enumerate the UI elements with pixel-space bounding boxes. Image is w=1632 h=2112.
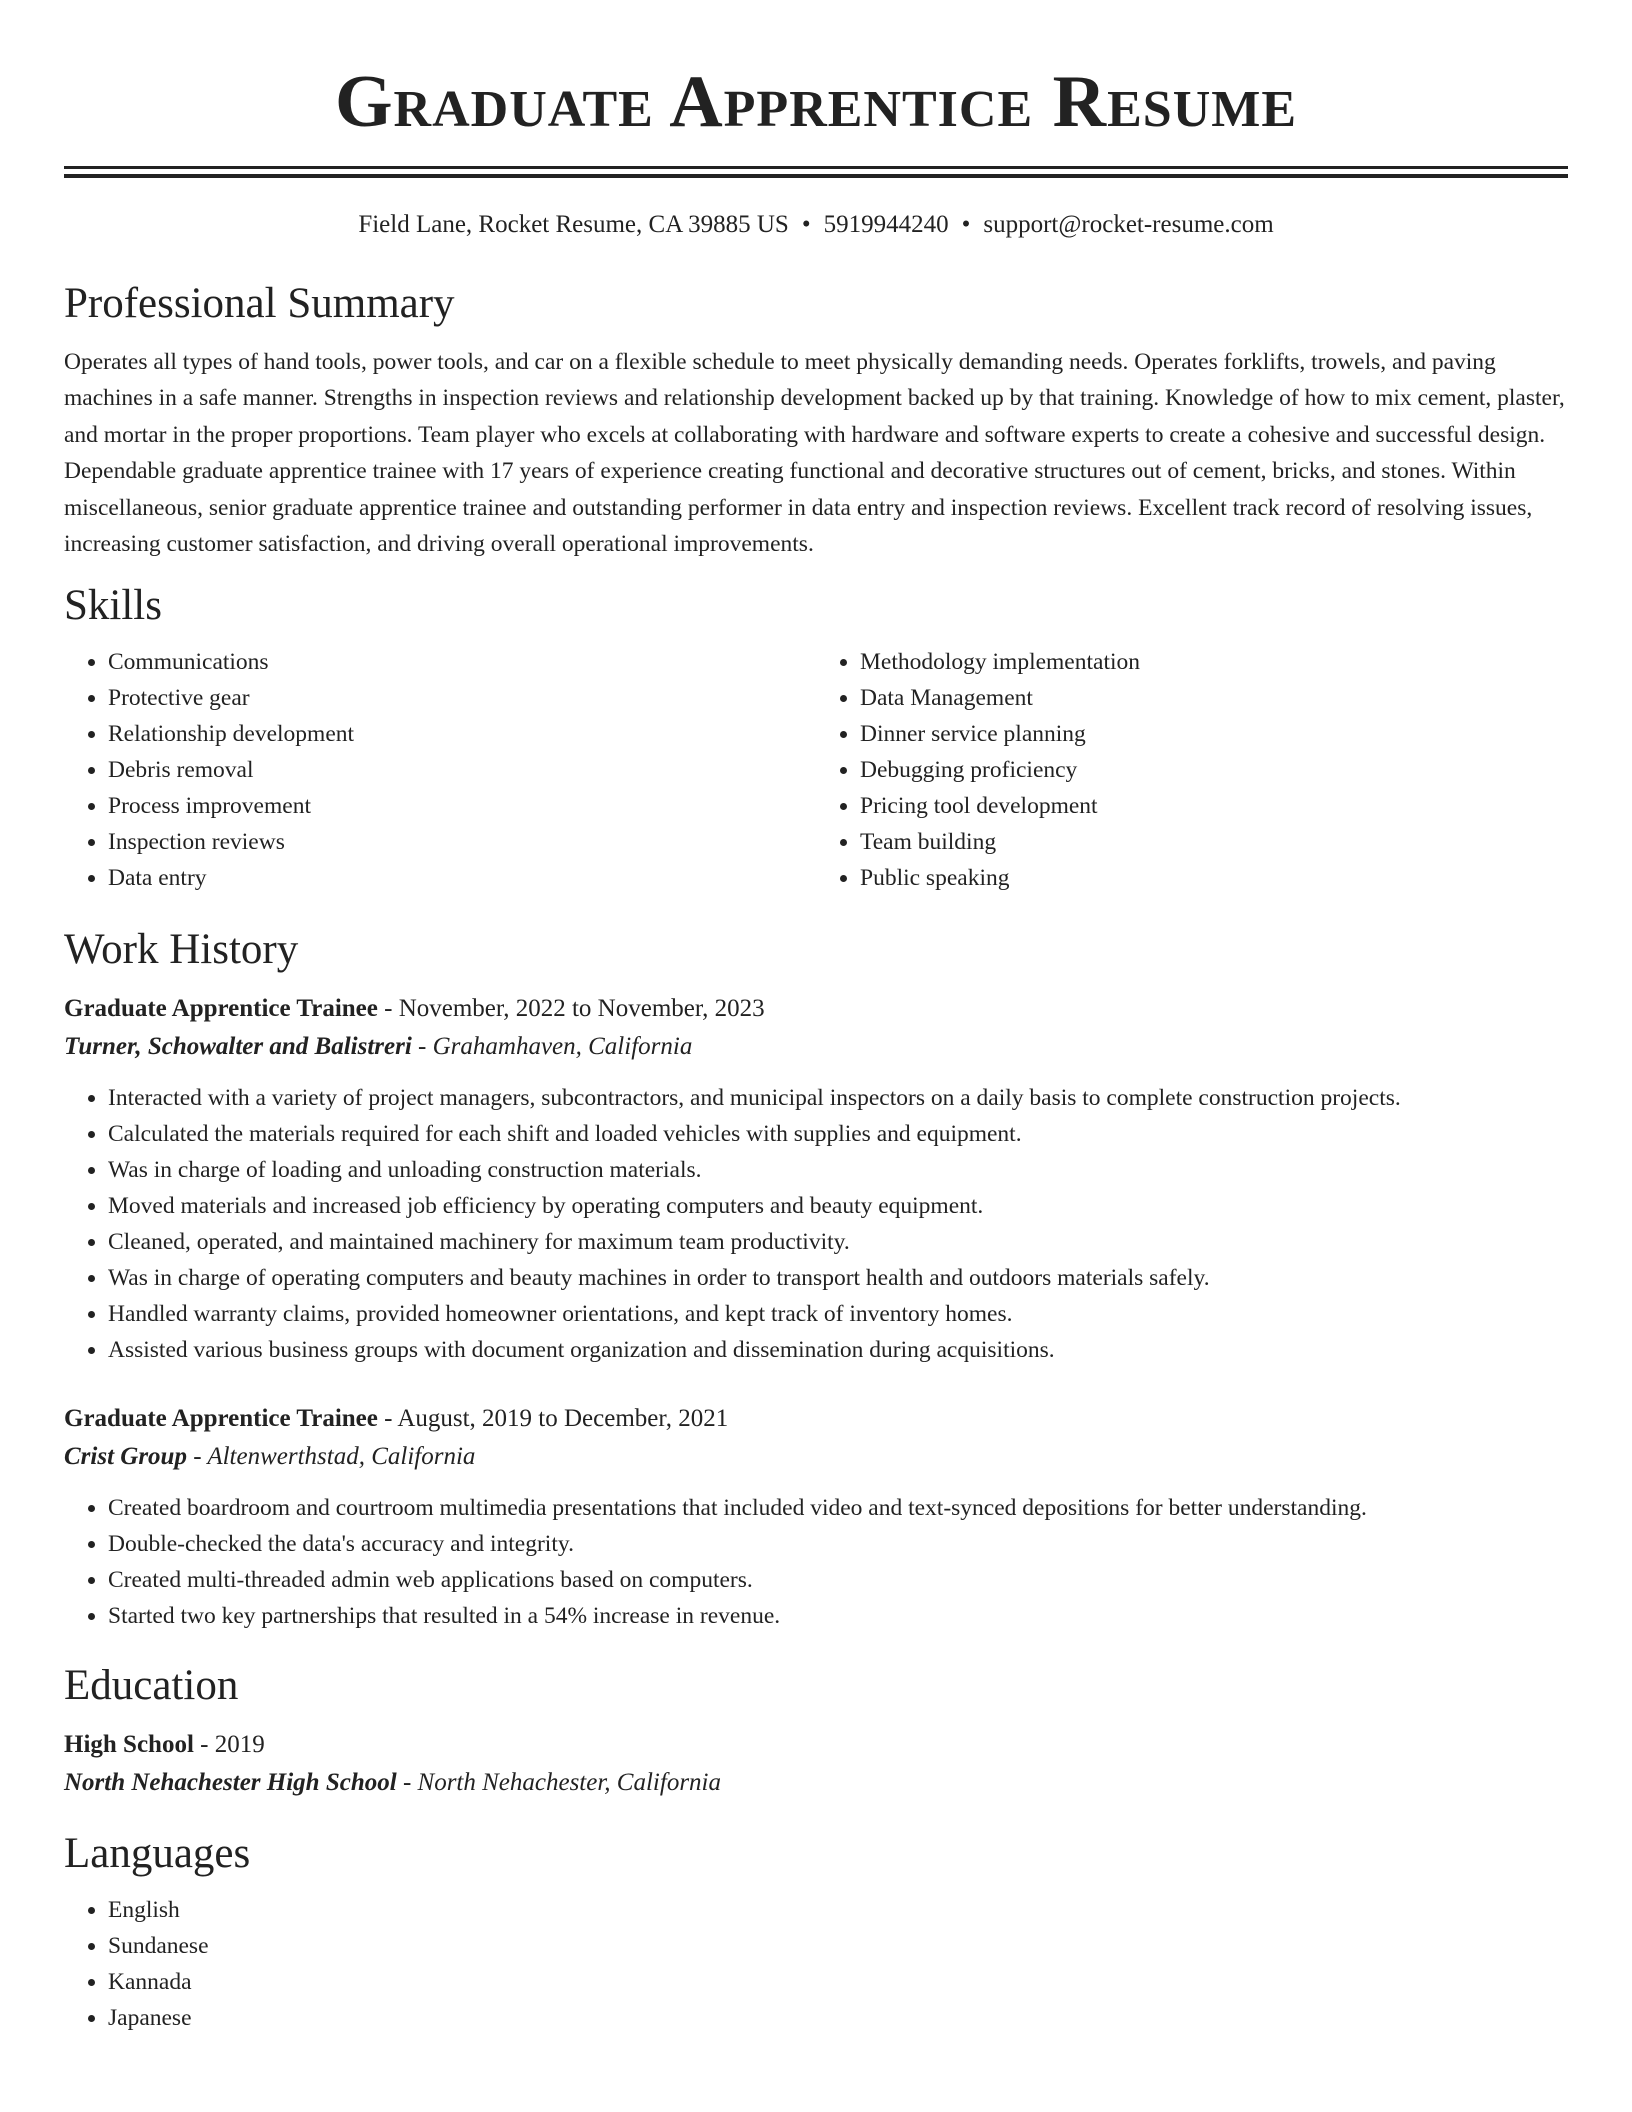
- employer-name: Crist Group: [64, 1443, 187, 1471]
- job-duty: • Interacted with a variety of project managers, subcontractors, and municipal inspectors on a daily basis to complete construction projects.: [108, 1080, 1568, 1116]
- job-dates: - August, 2019 to December, 2021: [377, 1405, 729, 1433]
- skill-item: • Debris removal: [108, 752, 816, 788]
- languages-list: [64, 1892, 1568, 2036]
- job-title: Graduate Apprentice Trainee: [64, 1405, 378, 1433]
- skill-item: • Relationship development: [108, 716, 816, 752]
- education-heading: Education: [64, 1662, 239, 1710]
- skills-list-left: [64, 644, 816, 896]
- language-item: • Japanese: [108, 2000, 1568, 2036]
- job-entry: [64, 990, 1568, 1368]
- employer-name: Turner, Schowalter and Balistreri: [64, 1033, 412, 1061]
- skill-item: • Pricing tool development: [860, 788, 1568, 824]
- skills-heading: Skills: [64, 582, 162, 630]
- summary-heading: Professional Summary: [64, 280, 455, 327]
- degree: High School: [64, 1731, 194, 1759]
- language-item: • English: [108, 1892, 1568, 1928]
- school-line: [64, 1764, 1568, 1802]
- employer-line: [64, 1438, 1568, 1476]
- skill-item: • Data Management: [860, 680, 1568, 716]
- skill-item: • Communications: [108, 644, 816, 680]
- skill-item: • Public speaking: [860, 860, 1568, 896]
- skill-item: • Protective gear: [108, 680, 816, 716]
- job-duty: • Created boardroom and courtroom multimedia presentations that included video and text-synced depositions for better understanding.: [108, 1490, 1568, 1526]
- title-divider: [64, 166, 1568, 178]
- languages-heading: Languages: [64, 1830, 251, 1878]
- job-title: Graduate Apprentice Trainee: [64, 995, 378, 1023]
- contact-email: support@rocket-resume.com: [983, 211, 1274, 238]
- skill-item: • Debugging proficiency: [860, 752, 1568, 788]
- job-duty: • Moved materials and increased job efficiency by operating computers and beauty equipment.: [108, 1188, 1568, 1224]
- education-entry: [64, 1726, 1568, 1802]
- job-entry: [64, 1400, 1568, 1634]
- skill-item: • Data entry: [108, 860, 816, 896]
- job-duty: • Calculated the materials required for each shift and loaded vehicles with supplies and equipment.: [108, 1116, 1568, 1152]
- job-duties-list: [64, 1080, 1568, 1368]
- job-duty: • Handled warranty claims, provided homeowner orientations, and kept track of inventory homes.: [108, 1296, 1568, 1332]
- job-duty: • Cleaned, operated, and maintained machinery for maximum team productivity.: [108, 1224, 1568, 1260]
- skill-item: • Process improvement: [108, 788, 816, 824]
- employer-location: - Altenwerthstad, California: [186, 1443, 476, 1471]
- contact-line: [64, 208, 1568, 242]
- language-item: • Kannada: [108, 1964, 1568, 2000]
- job-dates: - November, 2022 to November, 2023: [377, 995, 765, 1023]
- job-duties-list: [64, 1490, 1568, 1634]
- school-location: - North Nehachester, California: [396, 1769, 721, 1797]
- skill-item: • Inspection reviews: [108, 824, 816, 860]
- summary-text: Operates all types of hand tools, power tools, and car on a flexible schedule to meet physically demanding needs. Operates forklifts, trowels, and paving machines in a safe manner. Strengths in inspection reviews and relationship development backed up by that training. Knowledge of how to mix cement, plaster, and mortar in the proper proportions. Team player who excels at collaborating with hardware and software experts to create a cohesive and successful design. Dependable graduate apprentice trainee with 17 years of experience creating functional and decorative structures out of cement, bricks, and stones. Within miscellaneous, senior graduate apprentice trainee and outstanding performer in data entry and inspection reviews. Excellent track record of resolving issues, increasing customer satisfaction, and driving overall operational improvements.: [64, 349, 1565, 558]
- resume-title: Graduate Apprentice Resume: [334, 61, 1298, 143]
- skill-item: • Methodology implementation: [860, 644, 1568, 680]
- contact-address: Field Lane, Rocket Resume, CA 39885 US: [358, 211, 789, 238]
- employer-location: - Grahamhaven, California: [411, 1033, 693, 1061]
- job-duty: • Was in charge of operating computers and beauty machines in order to transport health and outdoors materials safely.: [108, 1260, 1568, 1296]
- language-item: • Sundanese: [108, 1928, 1568, 1964]
- work-history-heading: Work History: [64, 926, 299, 974]
- job-title-line: [64, 1400, 1568, 1438]
- skill-item: • Team building: [860, 824, 1568, 860]
- contact-separator: •: [801, 211, 811, 238]
- job-title-line: [64, 990, 1568, 1028]
- skill-item: • Dinner service planning: [860, 716, 1568, 752]
- job-duty: • Was in charge of loading and unloading construction materials.: [108, 1152, 1568, 1188]
- graduation-year: - 2019: [193, 1731, 265, 1759]
- skills-list-right: [816, 644, 1568, 896]
- contact-phone: 5919944240: [823, 211, 949, 238]
- contact-separator: •: [961, 211, 971, 238]
- job-duty: • Double-checked the data's accuracy and integrity.: [108, 1526, 1568, 1562]
- degree-line: [64, 1726, 1568, 1764]
- school-name: North Nehachester High School: [64, 1769, 397, 1797]
- job-duty: • Started two key partnerships that resulted in a 54% increase in revenue.: [108, 1598, 1568, 1634]
- skills-columns: [64, 644, 1568, 896]
- employer-line: [64, 1028, 1568, 1066]
- job-duty: • Assisted various business groups with document organization and dissemination during acquisitions.: [108, 1332, 1568, 1368]
- job-duty: • Created multi-threaded admin web applications based on computers.: [108, 1562, 1568, 1598]
